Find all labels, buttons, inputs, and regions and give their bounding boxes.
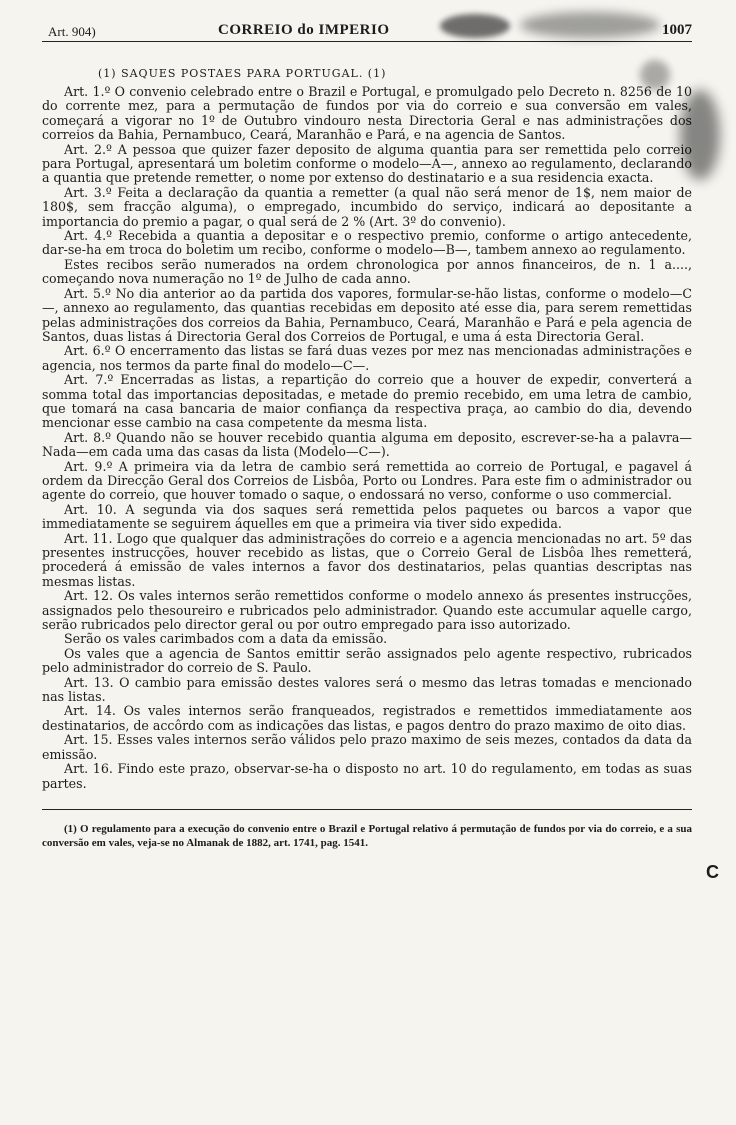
ink-stain — [680, 90, 720, 180]
paragraph: Art. 2.º A pessoa que quizer fazer deposito de alguma quantia para ser remettida pelo correio para Portugal, apresentará um boletim conforme o modelo—A—, annexo ao regulamento, declarando a quantia que pretende remetter, o nome por extenso do destinatario e a sua residencia exacta. — [42, 141, 692, 186]
paragraph: Art. 13. O cambio para emissão destes valores será o mesmo das letras tomadas e mencionado nas listas. — [42, 674, 692, 705]
header-page-number: 1007 — [662, 22, 692, 38]
header-rule — [42, 41, 692, 42]
paragraph: Serão os vales carimbados com a data da emissão. — [64, 631, 388, 647]
paragraph: Art. 5.º No dia anterior ao da partida dos vapores, formular-se-hão listas, conforme o modelo—C—, annexo ao regulamento, das quantias recebidas em deposito até esse dia, para serem remettidas pelas administrações dos correios da Bahia, Pernambuco, Ceará, Maranhão e Pará e pela agencia de Santos, duas listas á Directoria Geral dos Correios de Portugal, e uma á esta Directoria Geral. — [42, 285, 692, 344]
paragraph: Os vales que a agencia de Santos emittir serão assignados pelo agente respectivo, rubricados pelo administrador do correio de S. Paulo. — [42, 645, 692, 676]
paragraph: Art. 7.º Encerradas as listas, a repartição do correio que a houver de expedir, converterá a somma total das importancias depositadas, e metade do premio recebido, em uma letra de cambio, que tomará na casa bancaria de maior confiança da respectiva praça, ao cambio do dia, devendo mencionar esse cambio na casa competente da mesma lista. — [42, 372, 692, 431]
article-body — [42, 85, 692, 791]
paragraph: Art. 9.º A primeira via da letra de cambio será remettida ao correio de Portugal, e pagavel á ordem da Direcção Geral dos Correios de Lisbôa, Porto ou Londres. Para este fim o administrador ou agente do correio, que houver tomado o saque, o endossará no verso, conforme o uso commercial. — [42, 458, 692, 503]
ink-stain — [440, 14, 510, 38]
section-title: (1) SAQUES POSTAES PARA PORTUGAL. (1) — [98, 67, 387, 80]
paragraph: Art. 12. Os vales internos serão remettidos conforme o modelo annexo ás presentes instrucções, assignados pelo thesoureiro e rubricados pelo administrador. Quando este accumular aquelle cargo, serão rubricados pelo director geral ou por outro empregado para isso autorizado. — [42, 588, 692, 633]
paragraph: Art. 4.º Recebida a quantia a depositar e o respectivo premio, conforme o artigo antecedente, dar-se-ha em troca do boletim um recibo, conforme o modelo—B—, tambem annexo ao regulamento. — [42, 228, 692, 258]
paragraph: Art. 16. Findo este prazo, observar-se-ha o disposto no art. 10 do regulamento, em todas as suas partes. — [42, 761, 692, 791]
paragraph: Art. 8.º Quando não se houver recebido quantia alguma em deposito, escrever-se-ha a palavra—Nada—em cada uma das casas da lista (Modelo—C—). — [42, 429, 692, 460]
paragraph: Art. 3.º Feita a declaração da quantia a remetter (a qual não será menor de 1$, nem maior de 180$, sem fracção alguma), o empregado, incumbido do serviço, indicará ao depositante a importancia do premio a pagar, o qual será de 2 % (Art. 3º do convenio). — [42, 184, 692, 229]
paragraph: Art. 14. Os vales internos serão franqueados, registrados e remettidos immediatamente aos destinatarios, de accôrdo com as indicações das listas, e pagos dentro do prazo maximo de oito dias. — [42, 703, 692, 733]
document-page — [42, 20, 692, 850]
paragraph: Estes recibos serão numerados na ordem chronologica por annos financeiros, de n. 1 a...., começando nova numeração no 1º de Julho de cada anno. — [42, 256, 692, 287]
margin-mark: C — [706, 862, 719, 882]
ink-stain — [520, 12, 660, 38]
header-title: CORREIO do IMPERIO — [218, 22, 390, 38]
footnote: (1) O regulamento para a execução do convenio entre o Brazil e Portugal relativo á permutação de fundos por via do correio, e a sua conversão em vales, veja-se no Almanak de 1882, art. 1741, pag. 1541. — [42, 822, 692, 849]
paragraph: Art. 11. Logo que qualquer das administrações do correio e a agencia mencionadas no art. 5º das presentes instrucções, houver recebido as listas, que o Correio Geral de Lisbôa lhes remetterá, procederá á emissão de vales internos a favor dos destinatarios, pelas quantias descriptas nas mesmas listas. — [42, 530, 692, 589]
footnote-rule — [42, 809, 692, 810]
ink-stain — [640, 60, 670, 90]
paragraph: Art. 15. Esses vales internos serão válidos pelo prazo maximo de seis mezes, contados da data da emissão. — [42, 732, 692, 762]
header-article-ref: Art. 904) — [48, 24, 96, 39]
paragraph: Art. 6.º O encerramento das listas se fará duas vezes por mez nas mencionadas administrações e agencia, nos termos da parte final do modelo—C—. — [42, 343, 692, 373]
paragraph: Art. 1.º O convenio celebrado entre o Brazil e Portugal, e promulgado pelo Decreto n. 8256 de 10 do corrente mez, para a permutação de fundos por via do correio e sua conversão em vales, começará a vigorar no 1º de Outubro vindouro nesta Directoria Geral e nas administrações dos correios da Bahia, Pernambuco, Ceará, Maranhão e Pará, e na agencia de Santos. — [42, 84, 692, 143]
paragraph: Art. 10. A segunda via dos saques será remettida pelos paquetes ou barcos a vapor que immediatamente se seguirem áquelles em que a primeira via tiver sido expedida. — [42, 501, 692, 532]
